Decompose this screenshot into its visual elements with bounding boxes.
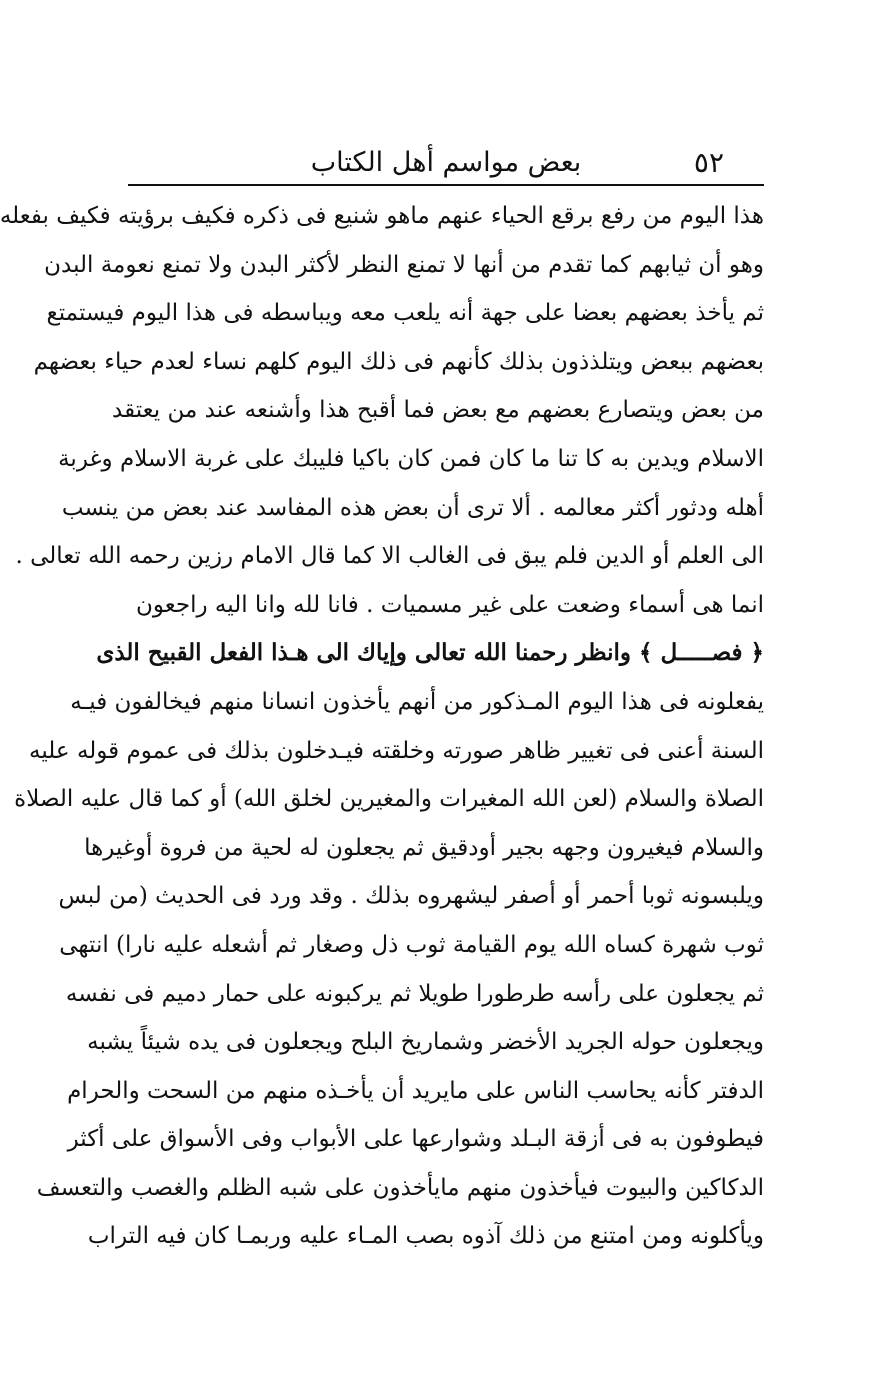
text-line: الدفتر كأنه يحاسب الناس على مايريد أن يأخـذه منهم من السحت والحرام — [67, 1077, 764, 1104]
text-line: يفعلونه فى هذا اليوم المـذكور من أنهم يأخذون انسانا منهم فيخالفون فيـه — [70, 688, 764, 715]
text-line: فيطوفون به فى أزقة البـلد وشوارعها على الأبواب وفى الأسواق على أكثر — [67, 1126, 764, 1153]
text-line: الصلاة والسلام (لعن الله المغيرات والمغيرين لخلق الله) أو كما قال عليه الصلاة — [14, 786, 764, 813]
paragraph-end-line: انما هى أسماء وضعت على غير مسميات . فانا لله وانا اليه راجعون — [136, 591, 764, 618]
text-line: والسلام فيغيرون وجهه بجير أودقيق ثم يجعلون له لحية من فروة أوغيرها — [84, 834, 764, 861]
header-rule — [128, 184, 764, 186]
text-line: هذا اليوم من رفع برقع الحياء عنهم ماهو شنيع فى ذكره فكيف برؤيته فكيف بفعله — [0, 203, 764, 229]
section-heading-line: ﴿ فصـــــل ﴾ وانظر رحمنا الله تعالى وإياك الى هـذا الفعل القبيح الذى — [96, 639, 764, 667]
text-line: ثوب شهرة كساه الله يوم القيامة ثوب ذل وصغار ثم أشعله عليه نارا) انتهى — [59, 931, 764, 958]
text-line: السنة أعنى فى تغيير ظاهر صورته وخلقته فيـدخلون بذلك فى عموم قوله عليه — [29, 737, 764, 764]
text-line: الى العلم أو الدين فلم يبق فى الغالب الا كما قال الامام رزين رحمه الله تعالى . — [15, 543, 764, 570]
page-header — [128, 140, 764, 186]
page-number: ٥٢ — [693, 146, 724, 179]
running-title: بعض مواسم أهل الكتاب — [310, 147, 582, 178]
text-line: ويلبسونه ثوبا أحمر أو أصفر ليشهروه بذلك . وقد ورد فى الحديث (من لبس — [58, 883, 764, 910]
text-line: وهو أن ثيابهم كما تقدم من أنها لا تمنع النظر لأكثر البدن ولا تمنع نعومة البدن — [44, 251, 764, 278]
text-line: ثم يجعلون على رأسه طرطورا طويلا ثم يركبونه على حمار دميم فى نفسه — [65, 980, 764, 1007]
text-line: بعضهم ببعض ويتلذذون بذلك كأنهم فى ذلك اليوم كلهم نساء لعدم حياء بعضهم — [33, 348, 764, 375]
text-line: من بعض ويتصارع بعضهم مع بعض فما أقبح هذا وأشنعه عند من يعتقد — [112, 397, 764, 424]
text-line: ويأكلونه ومن امتنع من ذلك آذوه بصب المـاء عليه وربمـا كان فيه التراب — [87, 1223, 764, 1250]
text-line: ثم يأخذ بعضهم بعضا على جهة أنه يلعب معه ويباسطه فى هذا اليوم فيستمتع — [46, 300, 764, 327]
text-line: الاسلام ويدين به كا تنا ما كان فمن كان باكيا فليبك على غربة الاسلام وغربة — [58, 445, 764, 472]
text-line: الدكاكين والبيوت فيأخذون منهم مايأخذون على شبه الظلم والغصب والتعسف — [36, 1174, 764, 1201]
text-line: أهله ودثور أكثر معالمه . ألا ترى أن بعض هذه المفاسد عند بعض من ينسب — [61, 494, 764, 521]
body-text — [0, 192, 764, 1261]
text-line: ويجعلون حوله الجريد الأخضر وشماريخ البلح ويجعلون فى يده شيئاً يشبه — [87, 1029, 764, 1056]
